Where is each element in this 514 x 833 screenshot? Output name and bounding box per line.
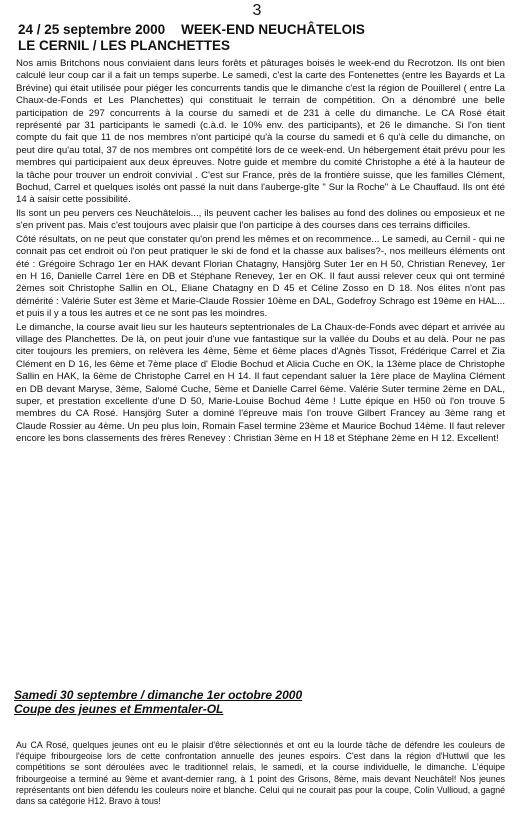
event-name: WEEK-END NEUCHÂTELOIS [181,22,365,37]
paragraph-results-saturday: Côté résultats, on ne peut que constater qu'on prend les mêmes et on recommence... Le samedi, au Cernil - qui ne connait pas cet endroit où l'on peut pratiquer le ski de fond et la chasse aux balises?-, nos meilleurs éléments ont été : Grégoire Schrago 1er en HAK devant Florian Chatagny, Hansjörg Suter 1er en H 50, Christian Renevey, 1er en H 16, Danielle Carrel 1ère en DB et Stéphane Renevey, 1er en OK. Il faut aussi relever ceux qui ont terminé 2èmes soit Christophe Sallin en OL, Eliane Chatagny en D 45 et Céline Zosso en D 18. Nos élites n'ont pas démérité : Valérie Suter est 3ème et Marie-Claude Rossier 10ème en DAL, Godefroy Schrago est 19ème en HAL... et puis il y a tous les autres et ce ne sont pas les moindres. [16,233,505,320]
title-line-1 [18,22,508,38]
section-heading [14,688,504,716]
section-title: Coupe des jeunes et Emmentaler-OL [14,702,224,716]
paragraph-youth-cup: Au CA Rosé, quelques jeunes ont eu le plaisir d'être sélectionnés et ont eu la lourde tâche de défendre les couleurs de l'équipe fribourgeoise lors de cette confrontation annuelle des jeunes espoirs. C'est dans la région d'Huttwil que les compétitions se sont déroulées avec le traditionnel relais, le samedi, et la course individuelle, le dimanche. L'équipe fribourgeoise a terminé au 9ème et avant-dernier rang, à 1 point des Grisons, 8ème, mais devant Neuchâtel! Nos jeunes représentants ont bien défendu les couleurs noire et blanche. Celui qui ne courait pas pour la coupe, Colin Vullioud, a gagné dans sa catégorie H12. Bravo à tous! [16,740,505,807]
event-locations: LE CERNIL / LES PLANCHETTES [18,38,231,53]
event-date: 24 / 25 septembre 2000 [18,22,166,37]
page-number: 3 [252,2,262,19]
paragraph-terrain: Ils sont un peu pervers ces Neuchâtelois..., ils peuvent cacher les balises au fond des dolines ou emposieux et ne s'en privent pas. Mais c'est toujours avec plaisir que l'on participe à des courses dans ces terrains difficiles. [16,207,505,232]
section-body [16,740,505,807]
paragraph-results-sunday: Le dimanche, la course avait lieu sur les hauteurs septentrionales de La Chaux-de-Fonds avec départ et arrivée au village des Planchettes. De là, on peut jouir d'une vue fantastique sur la vallée du Doubs et au delà. Pour ne pas citer toujours les premiers, on relèvera les 4ème, 5ème et 6ème places d'Agnès Tissot, Frédérique Carrel et Zia Clément en D 16, les 6ème et 7ème place d' Elodie Bochud et Alicia Cuche en OK, la 13ème place de Christophe Sallin en HAK, la 6ème de Christophe Carrel en H 14. Il faut cependant saluer la 1ère place de Maylina Clément en DB devant Maryse, 3ème, Salomé Cuche, 5ème et Danielle Carrel 6ème. Valérie Suter termine 2ème en DAL, super, et prestation excellente d'une D 50, Marie-Louise Bochud 4ème ! Lutte épique en H50 où l'on trouve 5 membres du CA Rosé. Hansjörg Suter a dominé l'épreuve mais l'on trouve Gilbert Francey au 3ème rang et Claude Rossier au 4ème. Un peu plus loin, Romain Fasel termine 23ème et Maurice Bochud 14ème. Il faut relever encore les bons classements des frères Renevey : Christian 3ème en H 18 et Stéphane 2ème en H 12. Excellent! [16,321,505,445]
article-body [16,58,505,447]
article-title [18,22,508,54]
section-date: Samedi 30 septembre / dimanche 1er octobre 2000 [14,688,303,702]
paragraph-intro: Nos amis Britchons nous conviaient dans leurs forêts et pâturages boisés le week-end du Recrotzon. Ils ont bien calculé leur coup car il a fait un temps superbe. Le samedi, c'est la carte des Fontenettes (entre les Bayards et La Brévine) qui était utilisée pour piéger les concurrents tandis que le dimanche c'est la région de Pouillerel ( entre La Chaux-de-Fonds et Les Planchettes) qui constituait le terrain de compétition. On a dénombré une belle participation de 297 concurrents à la course du samedi et de 231 à celle du dimanche. Le CA Rosé était représenté par 31 participants le samedi (c.à.d. le 10% env. des participants), et 26 le dimanche. Si l'on tient compte du fait que 11 de nos membres n'ont participé qu'à la course du samedi et 6 qu'à celle du dimanche, on peut dire qu'au total, 37 de nos membres ont compétité lors de ce week-end. Un hébergement était prévu pour les membres qui participaient aux deux épreuves. Notre guide et membre du comité Christophe a été à la hauteur de la tâche pour trouver un endroit convivial . C'est sur France, près de la frontière suisse, que les familles Clément, Bochud, Carrel et quelques isolés ont passé la nuit dans l'auberge-gîte " Sur la Roche" à Le Chauffaud. Ils ont été 14 à saisir cette possibilité. [16,58,505,206]
